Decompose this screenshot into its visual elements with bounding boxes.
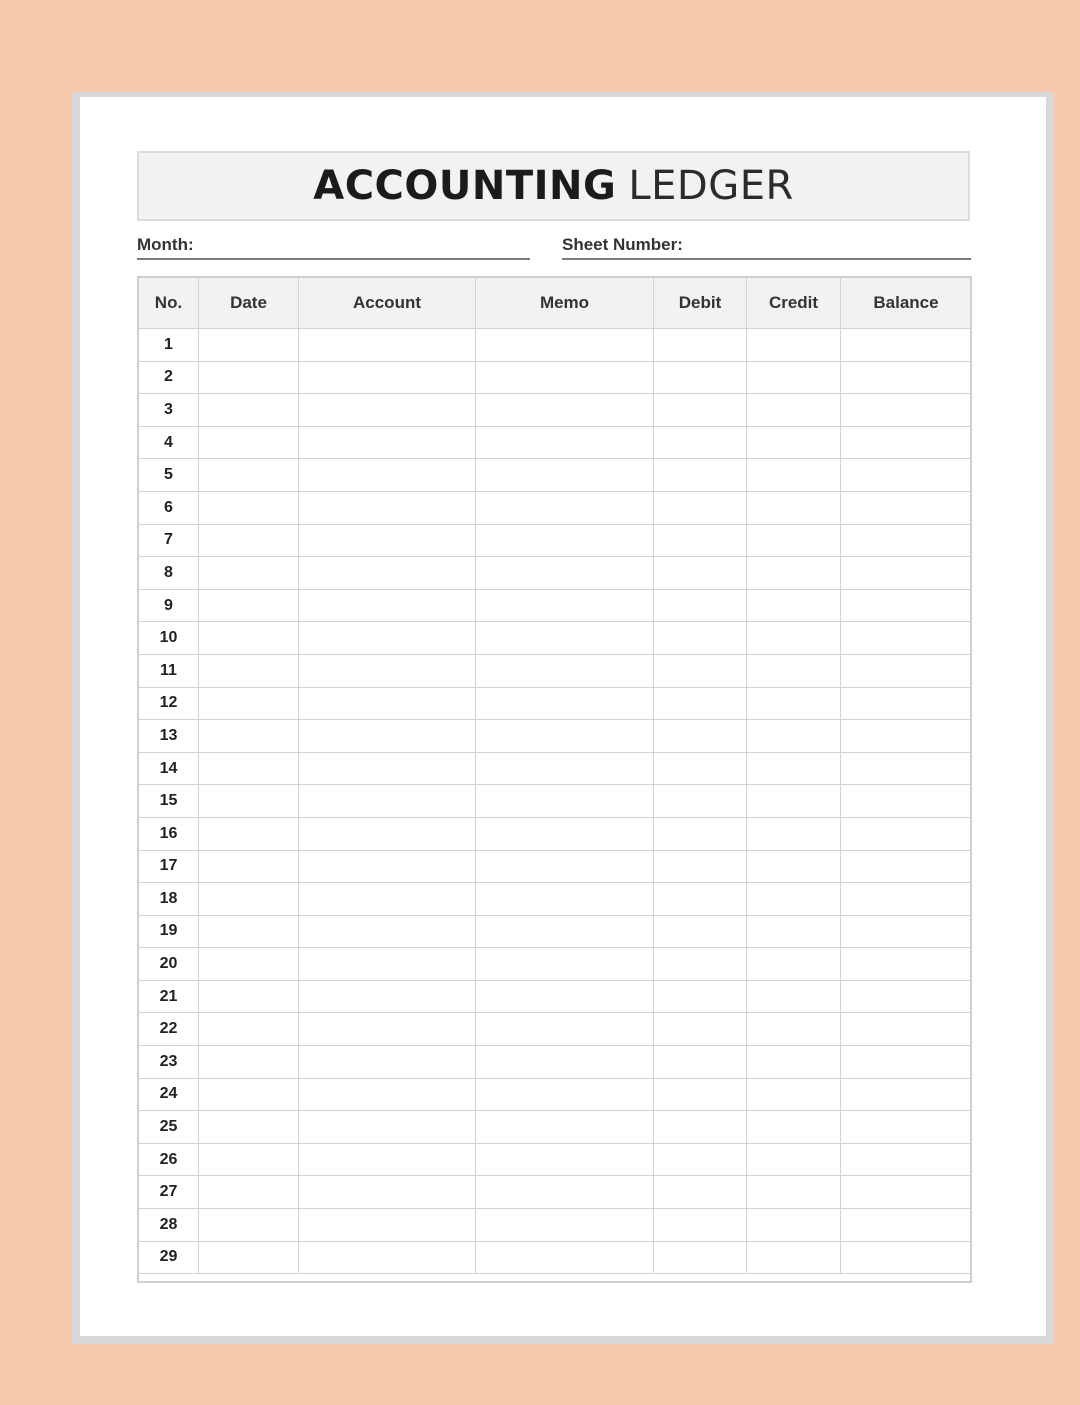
memo-cell[interactable] bbox=[476, 1046, 654, 1079]
row-number: 6 bbox=[139, 491, 199, 524]
balance-cell[interactable] bbox=[841, 883, 972, 916]
row-number: 9 bbox=[139, 589, 199, 622]
account-cell[interactable] bbox=[299, 1013, 476, 1046]
table-row bbox=[139, 329, 972, 362]
row-number: 2 bbox=[139, 361, 199, 394]
balance-cell[interactable] bbox=[841, 524, 972, 557]
debit-cell[interactable] bbox=[654, 1046, 747, 1079]
credit-cell[interactable] bbox=[747, 948, 841, 981]
date-cell[interactable] bbox=[199, 1176, 299, 1209]
memo-cell[interactable] bbox=[476, 948, 654, 981]
account-cell[interactable] bbox=[299, 426, 476, 459]
memo-cell[interactable] bbox=[476, 1111, 654, 1144]
balance-cell[interactable] bbox=[841, 1209, 972, 1242]
month-label: Month: bbox=[137, 235, 194, 254]
row-number: 28 bbox=[139, 1209, 199, 1242]
balance-cell[interactable] bbox=[841, 329, 972, 362]
table-row bbox=[139, 785, 972, 818]
title-light: LEDGER bbox=[628, 163, 794, 209]
date-cell[interactable] bbox=[199, 459, 299, 492]
debit-cell[interactable] bbox=[654, 1111, 747, 1144]
debit-cell[interactable] bbox=[654, 622, 747, 655]
date-cell[interactable] bbox=[199, 1046, 299, 1079]
table-row bbox=[139, 687, 972, 720]
account-cell[interactable] bbox=[299, 817, 476, 850]
debit-cell[interactable] bbox=[654, 557, 747, 590]
credit-cell[interactable] bbox=[747, 850, 841, 883]
account-cell[interactable] bbox=[299, 915, 476, 948]
debit-cell[interactable] bbox=[654, 589, 747, 622]
row-number: 12 bbox=[139, 687, 199, 720]
account-cell[interactable] bbox=[299, 622, 476, 655]
table-row bbox=[139, 1013, 972, 1046]
table-row bbox=[139, 980, 972, 1013]
table-row bbox=[139, 654, 972, 687]
debit-cell[interactable] bbox=[654, 426, 747, 459]
memo-cell[interactable] bbox=[476, 1013, 654, 1046]
row-number: 5 bbox=[139, 459, 199, 492]
account-cell[interactable] bbox=[299, 491, 476, 524]
balance-cell[interactable] bbox=[841, 1176, 972, 1209]
table-row bbox=[139, 1176, 972, 1209]
memo-cell[interactable] bbox=[476, 459, 654, 492]
sheet-number-field[interactable] bbox=[562, 232, 971, 260]
table-row bbox=[139, 459, 972, 492]
credit-cell[interactable] bbox=[747, 1209, 841, 1242]
debit-cell[interactable] bbox=[654, 361, 747, 394]
credit-cell[interactable] bbox=[747, 1078, 841, 1111]
debit-cell[interactable] bbox=[654, 654, 747, 687]
memo-cell[interactable] bbox=[476, 687, 654, 720]
debit-cell[interactable] bbox=[654, 948, 747, 981]
table-row bbox=[139, 752, 972, 785]
credit-cell[interactable] bbox=[747, 426, 841, 459]
row-number: 25 bbox=[139, 1111, 199, 1144]
column-header-date: Date bbox=[199, 278, 299, 329]
memo-cell[interactable] bbox=[476, 817, 654, 850]
balance-cell[interactable] bbox=[841, 948, 972, 981]
table-row bbox=[139, 1143, 972, 1176]
balance-cell[interactable] bbox=[841, 589, 972, 622]
row-number: 15 bbox=[139, 785, 199, 818]
credit-cell[interactable] bbox=[747, 524, 841, 557]
row-number: 29 bbox=[139, 1241, 199, 1274]
memo-cell[interactable] bbox=[476, 1143, 654, 1176]
table-row bbox=[139, 850, 972, 883]
memo-cell[interactable] bbox=[476, 361, 654, 394]
memo-cell[interactable] bbox=[476, 1241, 654, 1274]
memo-cell[interactable] bbox=[476, 524, 654, 557]
debit-cell[interactable] bbox=[654, 850, 747, 883]
column-header-no: No. bbox=[139, 278, 199, 329]
date-cell[interactable] bbox=[199, 785, 299, 818]
table-row bbox=[139, 817, 972, 850]
debit-cell[interactable] bbox=[654, 1176, 747, 1209]
sheet-number-label: Sheet Number: bbox=[562, 235, 683, 254]
row-number: 27 bbox=[139, 1176, 199, 1209]
memo-cell[interactable] bbox=[476, 426, 654, 459]
balance-cell[interactable] bbox=[841, 1143, 972, 1176]
credit-cell[interactable] bbox=[747, 361, 841, 394]
debit-cell[interactable] bbox=[654, 817, 747, 850]
row-number: 14 bbox=[139, 752, 199, 785]
account-cell[interactable] bbox=[299, 1209, 476, 1242]
row-number: 16 bbox=[139, 817, 199, 850]
date-cell[interactable] bbox=[199, 980, 299, 1013]
row-number: 1 bbox=[139, 329, 199, 362]
memo-cell[interactable] bbox=[476, 394, 654, 427]
date-cell[interactable] bbox=[199, 720, 299, 753]
credit-cell[interactable] bbox=[747, 589, 841, 622]
date-cell[interactable] bbox=[199, 915, 299, 948]
memo-cell[interactable] bbox=[476, 1078, 654, 1111]
row-number: 18 bbox=[139, 883, 199, 916]
balance-cell[interactable] bbox=[841, 1046, 972, 1079]
table-row bbox=[139, 491, 972, 524]
account-cell[interactable] bbox=[299, 1143, 476, 1176]
date-cell[interactable] bbox=[199, 394, 299, 427]
table-row bbox=[139, 394, 972, 427]
account-cell[interactable] bbox=[299, 1176, 476, 1209]
memo-cell[interactable] bbox=[476, 915, 654, 948]
credit-cell[interactable] bbox=[747, 720, 841, 753]
balance-cell[interactable] bbox=[841, 850, 972, 883]
credit-cell[interactable] bbox=[747, 1241, 841, 1274]
debit-cell[interactable] bbox=[654, 687, 747, 720]
account-cell[interactable] bbox=[299, 720, 476, 753]
table-row bbox=[139, 1078, 972, 1111]
row-number: 17 bbox=[139, 850, 199, 883]
memo-cell[interactable] bbox=[476, 329, 654, 362]
account-cell[interactable] bbox=[299, 850, 476, 883]
row-number: 19 bbox=[139, 915, 199, 948]
month-field[interactable] bbox=[137, 232, 530, 260]
date-cell[interactable] bbox=[199, 752, 299, 785]
balance-cell[interactable] bbox=[841, 491, 972, 524]
account-cell[interactable] bbox=[299, 361, 476, 394]
table-row bbox=[139, 1209, 972, 1242]
date-cell[interactable] bbox=[199, 329, 299, 362]
table-row bbox=[139, 589, 972, 622]
date-cell[interactable] bbox=[199, 557, 299, 590]
memo-cell[interactable] bbox=[476, 1176, 654, 1209]
credit-cell[interactable] bbox=[747, 883, 841, 916]
table-header-row bbox=[139, 278, 972, 329]
row-number: 23 bbox=[139, 1046, 199, 1079]
row-number: 24 bbox=[139, 1078, 199, 1111]
ledger-table bbox=[138, 277, 972, 1274]
account-cell[interactable] bbox=[299, 329, 476, 362]
memo-cell[interactable] bbox=[476, 980, 654, 1013]
account-cell[interactable] bbox=[299, 654, 476, 687]
credit-cell[interactable] bbox=[747, 1111, 841, 1144]
table-row bbox=[139, 1241, 972, 1274]
balance-cell[interactable] bbox=[841, 459, 972, 492]
row-number: 4 bbox=[139, 426, 199, 459]
balance-cell[interactable] bbox=[841, 980, 972, 1013]
debit-cell[interactable] bbox=[654, 785, 747, 818]
date-cell[interactable] bbox=[199, 1209, 299, 1242]
table-row bbox=[139, 948, 972, 981]
memo-cell[interactable] bbox=[476, 1209, 654, 1242]
debit-cell[interactable] bbox=[654, 394, 747, 427]
account-cell[interactable] bbox=[299, 524, 476, 557]
table-row bbox=[139, 524, 972, 557]
balance-cell[interactable] bbox=[841, 915, 972, 948]
credit-cell[interactable] bbox=[747, 752, 841, 785]
debit-cell[interactable] bbox=[654, 883, 747, 916]
row-number: 20 bbox=[139, 948, 199, 981]
date-cell[interactable] bbox=[199, 883, 299, 916]
memo-cell[interactable] bbox=[476, 557, 654, 590]
account-cell[interactable] bbox=[299, 883, 476, 916]
credit-cell[interactable] bbox=[747, 557, 841, 590]
account-cell[interactable] bbox=[299, 1111, 476, 1144]
row-number: 11 bbox=[139, 654, 199, 687]
debit-cell[interactable] bbox=[654, 1241, 747, 1274]
balance-cell[interactable] bbox=[841, 687, 972, 720]
credit-cell[interactable] bbox=[747, 459, 841, 492]
date-cell[interactable] bbox=[199, 817, 299, 850]
row-number: 3 bbox=[139, 394, 199, 427]
row-number: 13 bbox=[139, 720, 199, 753]
balance-cell[interactable] bbox=[841, 361, 972, 394]
credit-cell[interactable] bbox=[747, 915, 841, 948]
date-cell[interactable] bbox=[199, 1078, 299, 1111]
balance-cell[interactable] bbox=[841, 394, 972, 427]
credit-cell[interactable] bbox=[747, 329, 841, 362]
table-row bbox=[139, 1111, 972, 1144]
debit-cell[interactable] bbox=[654, 752, 747, 785]
debit-cell[interactable] bbox=[654, 1013, 747, 1046]
date-cell[interactable] bbox=[199, 361, 299, 394]
balance-cell[interactable] bbox=[841, 426, 972, 459]
account-cell[interactable] bbox=[299, 1078, 476, 1111]
balance-cell[interactable] bbox=[841, 557, 972, 590]
debit-cell[interactable] bbox=[654, 491, 747, 524]
credit-cell[interactable] bbox=[747, 817, 841, 850]
balance-cell[interactable] bbox=[841, 654, 972, 687]
balance-cell[interactable] bbox=[841, 720, 972, 753]
column-header-debit: Debit bbox=[654, 278, 747, 329]
memo-cell[interactable] bbox=[476, 589, 654, 622]
credit-cell[interactable] bbox=[747, 1013, 841, 1046]
date-cell[interactable] bbox=[199, 622, 299, 655]
debit-cell[interactable] bbox=[654, 1078, 747, 1111]
date-cell[interactable] bbox=[199, 491, 299, 524]
date-cell[interactable] bbox=[199, 1111, 299, 1144]
memo-cell[interactable] bbox=[476, 654, 654, 687]
account-cell[interactable] bbox=[299, 752, 476, 785]
account-cell[interactable] bbox=[299, 948, 476, 981]
memo-cell[interactable] bbox=[476, 622, 654, 655]
account-cell[interactable] bbox=[299, 687, 476, 720]
table-row bbox=[139, 915, 972, 948]
date-cell[interactable] bbox=[199, 426, 299, 459]
credit-cell[interactable] bbox=[747, 980, 841, 1013]
balance-cell[interactable] bbox=[841, 1241, 972, 1274]
account-cell[interactable] bbox=[299, 785, 476, 818]
debit-cell[interactable] bbox=[654, 1209, 747, 1242]
account-cell[interactable] bbox=[299, 459, 476, 492]
date-cell[interactable] bbox=[199, 1241, 299, 1274]
column-header-balance: Balance bbox=[841, 278, 972, 329]
row-number: 21 bbox=[139, 980, 199, 1013]
credit-cell[interactable] bbox=[747, 491, 841, 524]
balance-cell[interactable] bbox=[841, 1013, 972, 1046]
table-row bbox=[139, 361, 972, 394]
credit-cell[interactable] bbox=[747, 622, 841, 655]
row-number: 8 bbox=[139, 557, 199, 590]
row-number: 26 bbox=[139, 1143, 199, 1176]
date-cell[interactable] bbox=[199, 524, 299, 557]
credit-cell[interactable] bbox=[747, 1176, 841, 1209]
debit-cell[interactable] bbox=[654, 720, 747, 753]
account-cell[interactable] bbox=[299, 394, 476, 427]
credit-cell[interactable] bbox=[747, 394, 841, 427]
debit-cell[interactable] bbox=[654, 1143, 747, 1176]
account-cell[interactable] bbox=[299, 589, 476, 622]
column-header-memo: Memo bbox=[476, 278, 654, 329]
row-number: 10 bbox=[139, 622, 199, 655]
account-cell[interactable] bbox=[299, 980, 476, 1013]
credit-cell[interactable] bbox=[747, 654, 841, 687]
debit-cell[interactable] bbox=[654, 524, 747, 557]
table-row bbox=[139, 883, 972, 916]
table-row bbox=[139, 426, 972, 459]
table-row bbox=[139, 720, 972, 753]
date-cell[interactable] bbox=[199, 1013, 299, 1046]
memo-cell[interactable] bbox=[476, 850, 654, 883]
table-row bbox=[139, 1046, 972, 1079]
row-number: 22 bbox=[139, 1013, 199, 1046]
memo-cell[interactable] bbox=[476, 491, 654, 524]
date-cell[interactable] bbox=[199, 850, 299, 883]
credit-cell[interactable] bbox=[747, 1046, 841, 1079]
date-cell[interactable] bbox=[199, 687, 299, 720]
column-header-account: Account bbox=[299, 278, 476, 329]
balance-cell[interactable] bbox=[841, 622, 972, 655]
account-cell[interactable] bbox=[299, 557, 476, 590]
debit-cell[interactable] bbox=[654, 459, 747, 492]
memo-cell[interactable] bbox=[476, 720, 654, 753]
date-cell[interactable] bbox=[199, 589, 299, 622]
balance-cell[interactable] bbox=[841, 1111, 972, 1144]
debit-cell[interactable] bbox=[654, 329, 747, 362]
debit-cell[interactable] bbox=[654, 915, 747, 948]
column-header-credit: Credit bbox=[747, 278, 841, 329]
memo-cell[interactable] bbox=[476, 785, 654, 818]
table-row bbox=[139, 622, 972, 655]
table-row bbox=[139, 557, 972, 590]
credit-cell[interactable] bbox=[747, 687, 841, 720]
ledger-body bbox=[139, 329, 972, 1274]
account-cell[interactable] bbox=[299, 1046, 476, 1079]
date-cell[interactable] bbox=[199, 654, 299, 687]
credit-cell[interactable] bbox=[747, 785, 841, 818]
row-number: 7 bbox=[139, 524, 199, 557]
balance-cell[interactable] bbox=[841, 752, 972, 785]
title-banner bbox=[137, 151, 970, 221]
memo-cell[interactable] bbox=[476, 883, 654, 916]
balance-cell[interactable] bbox=[841, 785, 972, 818]
title-strong: ACCOUNTING bbox=[313, 163, 617, 209]
date-cell[interactable] bbox=[199, 948, 299, 981]
memo-cell[interactable] bbox=[476, 752, 654, 785]
debit-cell[interactable] bbox=[654, 980, 747, 1013]
credit-cell[interactable] bbox=[747, 1143, 841, 1176]
balance-cell[interactable] bbox=[841, 1078, 972, 1111]
balance-cell[interactable] bbox=[841, 817, 972, 850]
account-cell[interactable] bbox=[299, 1241, 476, 1274]
date-cell[interactable] bbox=[199, 1143, 299, 1176]
